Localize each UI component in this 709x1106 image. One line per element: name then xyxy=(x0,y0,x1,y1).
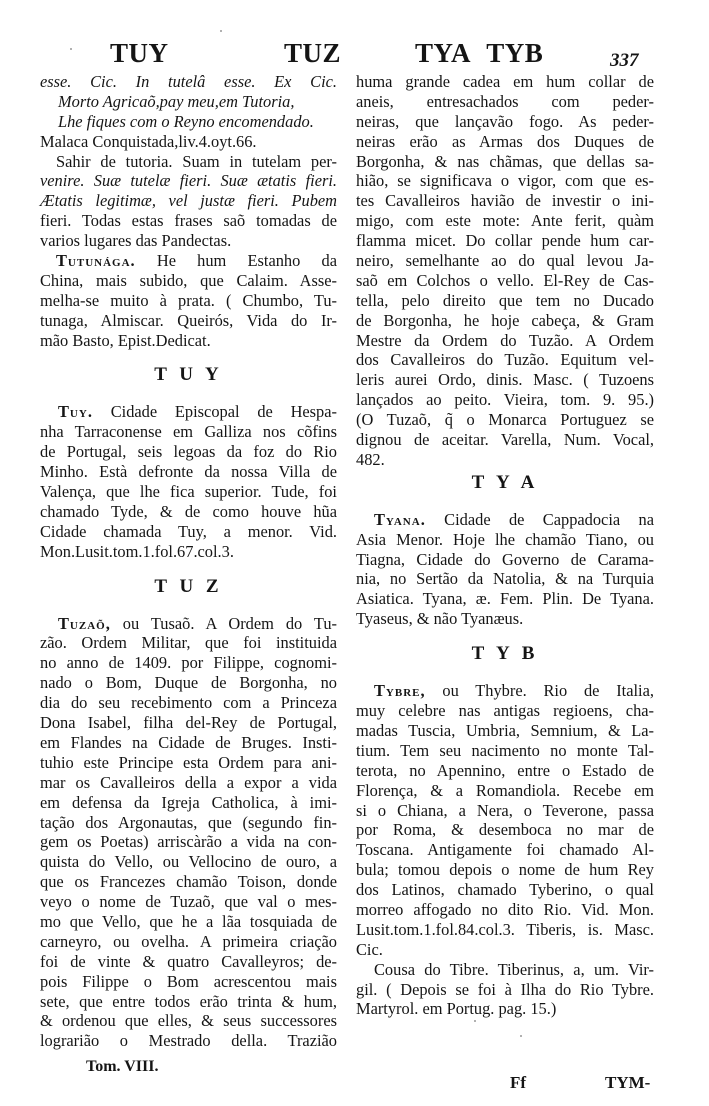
text-line: (O Tuzaõ, q̃ o Monarca Portuguez se xyxy=(356,410,654,430)
text-line: Mestre da Ordem do Tuzão. A Ordem xyxy=(356,330,654,350)
text-line: saõ em Colchos o vello. El-Rey de Cas- xyxy=(356,270,654,290)
text-line: tella, pelo direito que tem no Ducado xyxy=(356,290,654,310)
entry-headword: Tutunága. xyxy=(56,251,136,271)
text-line: lograrião o Mestrado della. Trazião xyxy=(40,1031,337,1051)
text-line: fieri. Todas estas frases saõ tomadas de xyxy=(40,211,337,231)
text-line: tium. Tem seu nacimento no monte Tal- xyxy=(356,740,654,760)
text-line: sete, que entre todos erão trinta & hum, xyxy=(40,991,337,1011)
text-line: Malaca Conquistada,liv.4.oyt.66. xyxy=(40,131,257,151)
text-line: melha-se muito à prata. ( Chumbo, Tu- xyxy=(40,290,337,310)
text-line: foi de vinte & quatro Cavalleyros; de- xyxy=(40,951,337,971)
text-line: Martyrol. em Portug. pag. 15.) xyxy=(356,999,557,1019)
text-line: Cidade chamada Tuy, a menor. Vid. xyxy=(40,521,337,541)
text-line: huma grande cadea em hum collar de xyxy=(356,72,654,91)
text-line: mar os Cavalleiros della a expor a vida xyxy=(40,772,337,792)
text-line: morreo affogado no dito Rio. Vid. Mon. xyxy=(356,899,654,919)
print-speck xyxy=(520,1035,522,1037)
text-line: Tutunága. He hum Estanho da xyxy=(56,251,337,271)
tuzao-entry-continuation xyxy=(356,72,654,470)
text-line: Tuy. Cidade Episcopal de Hespa- xyxy=(58,402,337,422)
text-line: Mon.Lusit.tom.1.fol.67.col.3. xyxy=(40,541,234,561)
text-line: nia, no Sertão da Natolia, & na Turquia xyxy=(356,569,654,589)
page-number: 337 xyxy=(610,50,639,71)
text-line: que os Francezes chamão Toison, donde xyxy=(40,872,337,892)
text-line: dignou de aceitar. Varella, Num. Vocal, xyxy=(356,430,654,450)
text-line: venire. Suæ tutelæ fieri. Suæ ætatis fieri. xyxy=(40,171,337,191)
text-line: chamado Tyde, & de como houve hũa xyxy=(40,501,337,521)
text-line: nado o Bom, Duque de Borgonha, no xyxy=(40,673,337,693)
text-line: Florença, & a Romandiola. Recebe em xyxy=(356,780,654,800)
text-line: Asiatica. Tyana, æ. Fem. Plin. De Tyana. xyxy=(356,589,654,609)
tyana-entry xyxy=(356,510,654,629)
verse-line: Morto Agricaõ,pay meu,em Tutoria, xyxy=(58,91,295,111)
text-line: Tyaseus, & não Tyanæus. xyxy=(356,609,524,629)
text-line: esse. Cic. In tutelâ esse. Ex Cic. xyxy=(40,72,337,91)
text-line: Valença, que lhe fica superior. Tude, foi xyxy=(40,482,337,502)
left-column xyxy=(40,72,337,1051)
text-line: zão. Ordem Militar, que foi instituida xyxy=(40,633,337,653)
text-line: Tyana. Cidade de Cappadocia na xyxy=(374,509,654,529)
text-line: tação dos Argonautas, que (segundo fin- xyxy=(40,812,337,832)
text-line: bula; tomou depois o nome de hum Rey xyxy=(356,860,654,880)
catchword: TYM- xyxy=(605,1073,651,1092)
text-line: dos Latinos, chamado Tyberino, o qual xyxy=(356,880,654,900)
verse-line: Lhe fiques com o Reyno encomendado. xyxy=(58,111,314,131)
entry-headword: Tuzaõ, xyxy=(58,613,111,633)
text-line: terota, no Apennino, entre o Estado de xyxy=(356,760,654,780)
text-line: si o Chiana, a Nera, o Teverone, passa xyxy=(356,800,654,820)
text-line: Dona Isabel, filha del-Rey de Portugal, xyxy=(40,713,337,733)
text-line: neiras, que lançavão fogo. As peder- xyxy=(356,111,654,131)
entry-headword: Tybre, xyxy=(374,681,426,701)
text-line: hião, se significava o vigor, com que es- xyxy=(356,171,654,191)
text-line: Sahir de tutoria. Suam in tutelam per- xyxy=(56,151,337,171)
text-line: varios lugares das Pandectas. xyxy=(40,231,232,251)
print-speck xyxy=(474,1020,476,1022)
text-line: dia do seu recebimento com a Princeza xyxy=(40,693,337,713)
text-line: lançados ao peito. Vieira, tom. 9. 95.) xyxy=(356,390,654,410)
text-line: migo, com este mote: Ante ferit, quàm xyxy=(356,211,654,231)
text-line: China, mais subido, que Calaim. Asse- xyxy=(40,270,337,290)
text-line: por Roma, & desemboca no mar de xyxy=(356,820,654,840)
text-line: de Borgonha, he hoje cabeça, & Gram xyxy=(356,310,654,330)
text-line: aneis, entresachados com peder- xyxy=(356,91,654,111)
volume-signature: Tom. VIII. xyxy=(86,1058,159,1075)
text-line: & ordenou que elles, & seus successores xyxy=(40,1011,337,1031)
text-line: de Portugal, seis legoas da foz do Rio xyxy=(40,442,337,462)
tuz-entry xyxy=(40,614,337,1052)
text-line: muy celebre nas antigas regioens, cha- xyxy=(356,701,654,721)
tutunaga-entry xyxy=(40,251,337,350)
section-heading-tuy: T U Y xyxy=(154,364,223,386)
text-line: tunaga, Almiscar. Queirós, Vida do Ir- xyxy=(40,310,337,330)
entry-headword: Tyana. xyxy=(374,509,426,529)
text-line: gem os Poetas) arriscàrão a vida na con- xyxy=(40,832,337,852)
text-line: veyo o nome de Tuzaõ, que val o mes- xyxy=(40,892,337,912)
text-line: madas Tuscia, Umbria, Semnium, & La- xyxy=(356,720,654,740)
right-column xyxy=(356,72,654,1019)
tutela-entry-continuation xyxy=(40,72,337,251)
text-line: Lusit.tom.1.fol.84.col.3. Tiberis, is. Masc. xyxy=(356,919,654,939)
running-head-left: TUY TUZ xyxy=(110,38,342,68)
text-line: Borgonha, & nas chãmas, que dellas sa- xyxy=(356,151,654,171)
text-line: carneyro, ou ovelha. A primeira criação xyxy=(40,931,337,951)
text-line: em defensa da Igreja Catholica, à imi- xyxy=(40,792,337,812)
text-line: Cic. xyxy=(356,939,383,959)
entry-headword: Tuy. xyxy=(58,402,93,422)
text-line: quista do Vello, ou Vellocino de ouro, a xyxy=(40,852,337,872)
text-line: Minho. Està defronte da nossa Villa de xyxy=(40,462,337,482)
text-line: tuhio este Principe esta Ordem para ani- xyxy=(40,752,337,772)
text-line: neiro, semelhante ao do qual levou Ja- xyxy=(356,251,654,271)
section-heading-tuz: T U Z xyxy=(154,575,223,597)
text-line: no anno de 1409. por Filippe, cognomi- xyxy=(40,653,337,673)
text-line: neiras erão as Armas dos Duques de xyxy=(356,131,654,151)
running-head-right: TYA TYB xyxy=(415,38,544,68)
text-line: Asia Menor. Hoje lhe chamão Tiano, ou xyxy=(356,529,654,549)
text-line: dos Cavalleiros do Tuzão. Equitum vel- xyxy=(356,350,654,370)
text-line: Tuzaõ, ou Tusaõ. A Ordem do Tu- xyxy=(58,613,337,633)
text-line: pois Filippe o Bom acrescentou mais xyxy=(40,971,337,991)
text-line: gil. ( Depois se foi à Ilha do Rio Tybre. xyxy=(356,979,654,999)
text-line: leris aurei Ordo, dinis. Masc. ( Tuzoens xyxy=(356,370,654,390)
text-line: Cousa do Tibre. Tiberinus, a, um. Vir- xyxy=(374,959,654,979)
text-line: mo que Vello, que he a lãa tosquiada de xyxy=(40,911,337,931)
print-speck xyxy=(220,30,222,32)
text-line: 482. xyxy=(356,449,385,469)
text-line: Tiagna, Cidade do Governo de Carama- xyxy=(356,549,654,569)
tybre-entry xyxy=(356,681,654,1019)
section-heading-tyb: T Y B xyxy=(471,643,539,665)
text-line: em Flandes na Cidade de Bruges. Insti- xyxy=(40,732,337,752)
text-line: mão Basto, Epist.Dedicat. xyxy=(40,330,211,350)
gathering-signature: Ff xyxy=(510,1073,527,1092)
text-line: nha Tarraconense em Galliza nos cõfins xyxy=(40,422,337,442)
tuy-entry xyxy=(40,402,337,561)
section-heading-tya: T Y A xyxy=(471,471,539,493)
text-line: tes Cavalleiros havião de investir o ini- xyxy=(356,191,654,211)
text-line: Ætatis legitimæ, vel justæ fieri. Pubem xyxy=(40,191,337,211)
text-line: Toscana. Antigamente foi chamado Al- xyxy=(356,840,654,860)
text-line: flamma micet. Do collar pende hum car- xyxy=(356,231,654,251)
print-speck xyxy=(70,48,72,50)
text-line: Tybre, ou Thybre. Rio de Italia, xyxy=(374,681,654,701)
